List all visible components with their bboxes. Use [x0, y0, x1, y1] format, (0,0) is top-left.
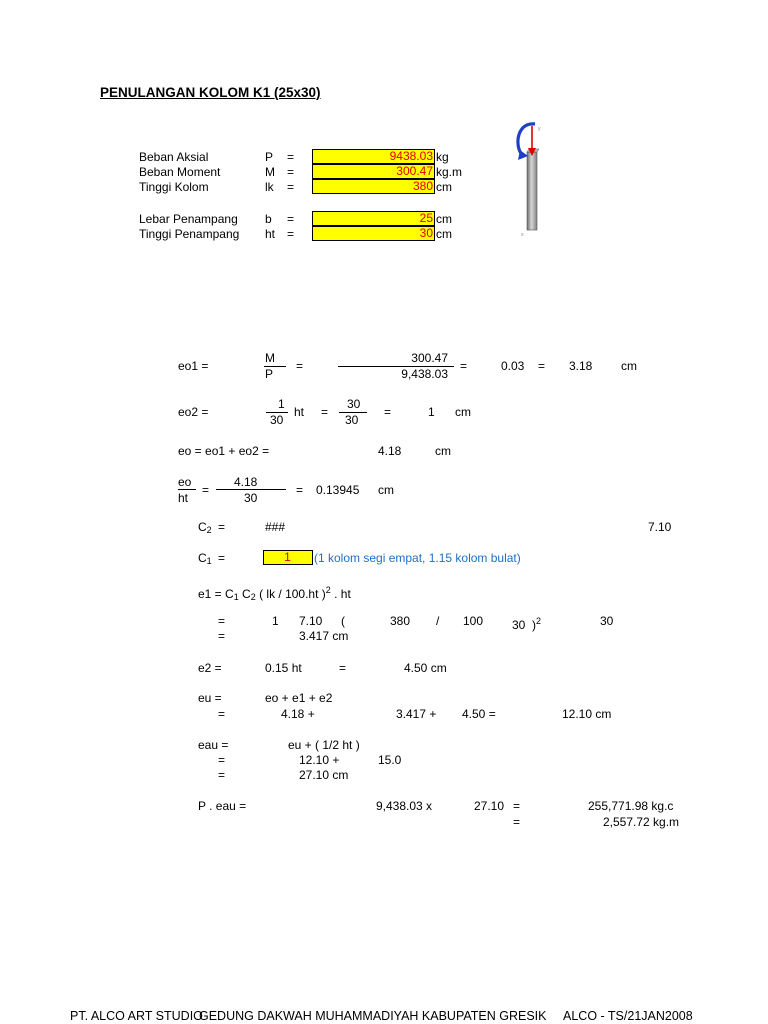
eq-sign: = — [321, 405, 329, 419]
eau-v1: 12.10 + — [299, 753, 340, 767]
page-title: PENULANGAN KOLOM K1 (25x30) — [100, 85, 321, 100]
input-tinggi-kolom[interactable]: 380 — [312, 179, 435, 194]
svg-text:y: y — [538, 126, 541, 132]
sym-p: P — [265, 150, 274, 164]
sym-ht: ht — [265, 227, 276, 241]
eq-sign: = — [513, 815, 521, 829]
peau-label: P . eau = — [198, 799, 247, 813]
e1-formula-part: e1 = C — [198, 587, 234, 601]
e1-formula-part: ( lk / 100.ht ) — [255, 587, 326, 601]
eq-sign: = — [296, 359, 304, 373]
eoht-num: eo — [178, 475, 192, 489]
unit-cm: cm — [435, 444, 451, 458]
e1-formula-part: C — [238, 587, 251, 601]
unit-kgm: kg.m — [436, 165, 463, 179]
unit-cm: cm — [436, 212, 452, 226]
eu-v1: 4.18 + — [281, 707, 315, 721]
eq-sign: = — [287, 150, 295, 164]
input-beban-moment[interactable]: 300.47 — [312, 164, 435, 179]
eq-sign: = — [218, 707, 226, 721]
eo1-den-sym: P — [265, 367, 274, 381]
eo2-num2: 30 — [347, 397, 361, 411]
eq-sign: = — [296, 483, 304, 497]
label-lebar-penampang: Lebar Penampang — [139, 212, 238, 226]
eo1-num-value: 300.47 — [411, 351, 448, 365]
eau-v2: 15.0 — [378, 753, 402, 767]
e1-ht-row — [512, 614, 541, 632]
eu-result: 12.10 cm — [562, 707, 612, 721]
eq-sign: = — [218, 614, 226, 628]
eo2-num: 1 — [278, 397, 285, 411]
input-lebar-penampang[interactable]: 25 — [312, 211, 435, 226]
e1-sup2: 2 — [536, 616, 542, 626]
c2-letter: C — [198, 520, 207, 534]
eq-sign: = — [218, 520, 226, 534]
eo2-ht: ht — [294, 405, 305, 419]
footer-company: PT. ALCO ART STUDIO — [70, 1009, 203, 1023]
eu-v2: 3.417 + — [396, 707, 437, 721]
e1-hundred: 100 — [463, 614, 484, 628]
e1-c1: 1 — [272, 614, 279, 628]
footer-code: ALCO - TS/21JAN2008 — [563, 1009, 693, 1023]
e2-expr: 0.15 ht — [265, 661, 302, 675]
eau-label: eau = — [198, 738, 229, 752]
e1-result: 3.417 cm — [299, 629, 349, 643]
eq-sign: = — [218, 629, 226, 643]
peau-r2: 2,557.72 kg.m — [603, 815, 680, 829]
input-c1[interactable]: 1 — [263, 550, 313, 565]
unit-kg: kg — [436, 150, 449, 164]
peau-v1: 9,438.03 x — [376, 799, 433, 813]
label-tinggi-kolom: Tinggi Kolom — [139, 180, 209, 194]
eo1-ratio: 0.03 — [501, 359, 525, 373]
eq-sign: = — [384, 405, 392, 419]
e2-label: e2 = — [198, 661, 222, 675]
eoht-den: ht — [178, 491, 189, 505]
eu-label: eu = — [198, 691, 222, 705]
eo1-den-value: 9,438.03 — [401, 367, 448, 381]
sym-lk: lk — [265, 180, 274, 194]
e1-formula-part: . ht — [330, 587, 351, 601]
c2-right-value: 7.10 — [648, 520, 672, 534]
eo2-den2: 30 — [345, 413, 359, 427]
eoht-den-value: 30 — [244, 491, 258, 505]
eq-sign: = — [513, 799, 521, 813]
c2-subscript: 2 — [206, 525, 212, 535]
eo-result: 4.18 — [378, 444, 402, 458]
eo1-result: 3.18 — [569, 359, 593, 373]
peau-r1: 255,771.98 kg.c — [588, 799, 674, 813]
eq-sign: = — [202, 483, 210, 497]
input-tinggi-penampang[interactable]: 30 — [312, 226, 435, 241]
c2-label — [198, 520, 212, 537]
label-tinggi-penampang: Tinggi Penampang — [139, 227, 240, 241]
unit-cm: cm — [455, 405, 471, 419]
eoht-result: 0.13945 — [316, 483, 360, 497]
unit-cm: cm — [436, 180, 452, 194]
eq-sign: = — [218, 551, 226, 565]
sym-b: b — [265, 212, 272, 226]
eq-sign: = — [538, 359, 546, 373]
eo-expression: eo = eo1 + eo2 = — [178, 444, 270, 458]
c1-letter: C — [198, 551, 207, 565]
e1-sub2: 2 — [250, 592, 256, 602]
peau-v2: 27.10 — [474, 799, 505, 813]
input-beban-aksial[interactable]: 9438.03 — [312, 149, 435, 164]
c1-label — [198, 551, 212, 568]
eu-v3: 4.50 = — [462, 707, 496, 721]
fraction-line — [178, 489, 196, 490]
e1-c2: 7.10 — [299, 614, 323, 628]
eo2-label: eo2 = — [178, 405, 209, 419]
eq-sign: = — [287, 165, 295, 179]
e1-ht2: 30 — [600, 614, 614, 628]
eo2-den: 30 — [270, 413, 284, 427]
e2-result: 4.50 cm — [404, 661, 447, 675]
e1-formula — [198, 583, 351, 604]
e1-ht: 30 — [512, 618, 526, 632]
eau-expr: eu + ( 1/2 ht ) — [288, 738, 360, 752]
unit-cm: cm — [436, 227, 452, 241]
label-beban-aksial: Beban Aksial — [139, 150, 209, 164]
eau-result: 27.10 cm — [299, 768, 349, 782]
eo2-result: 1 — [428, 405, 435, 419]
sym-m: M — [265, 165, 275, 179]
eu-expr: eo + e1 + e2 — [265, 691, 333, 705]
c1-note: (1 kolom segi empat, 1.15 kolom bulat) — [314, 551, 521, 565]
eo1-label: eo1 = — [178, 359, 209, 373]
eq-sign: = — [287, 227, 295, 241]
fraction-line — [216, 489, 286, 490]
unit-cm: cm — [378, 483, 394, 497]
svg-text:x: x — [521, 232, 524, 238]
c1-subscript: 1 — [206, 556, 212, 566]
label-beban-moment: Beban Moment — [139, 165, 221, 179]
eq-sign: = — [218, 768, 226, 782]
c2-value: ### — [265, 520, 286, 534]
e1-slash: / — [436, 614, 440, 628]
e1-close-paren: ) — [532, 618, 537, 632]
eq-sign: = — [287, 180, 295, 194]
eoht-num-value: 4.18 — [234, 475, 258, 489]
e1-sup: 2 — [325, 585, 331, 595]
eq-sign: = — [218, 753, 226, 767]
footer-project: GEDUNG DAKWAH MUHAMMADIYAH KABUPATEN GRESIK — [199, 1009, 547, 1023]
e1-lk: 380 — [390, 614, 411, 628]
eq-sign: = — [460, 359, 468, 373]
eo1-num-sym: M — [265, 351, 275, 365]
eq-sign: = — [339, 661, 347, 675]
column-moment-illustration — [512, 118, 552, 240]
e1-sub1: 1 — [233, 592, 239, 602]
unit-cm: cm — [621, 359, 637, 373]
eq-sign: = — [287, 212, 295, 226]
e1-open-paren: ( — [341, 614, 345, 628]
